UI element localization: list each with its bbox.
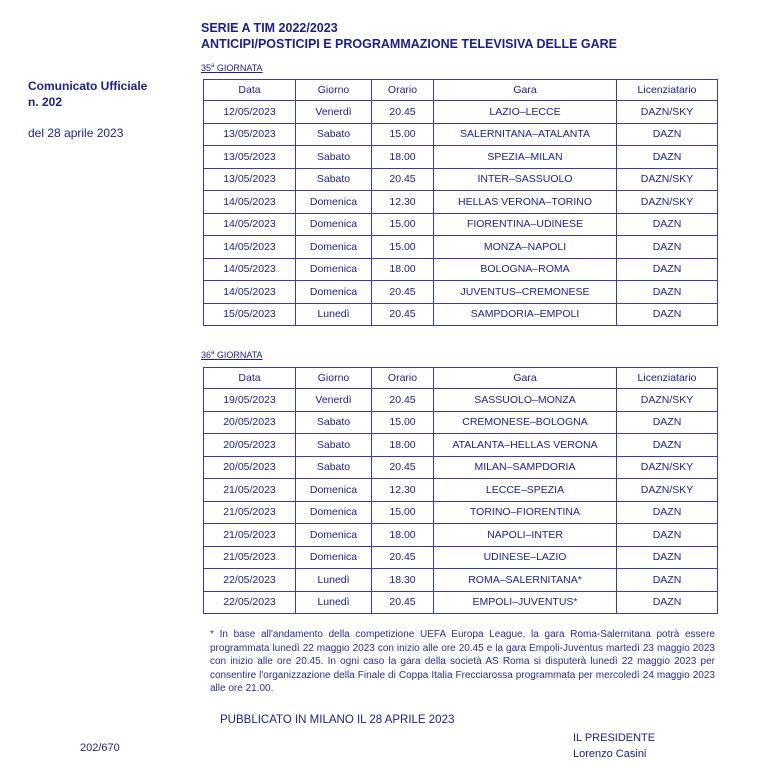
footnote: * In base all'andamento della competizione UEFA Europa League, la gara Roma-Salernitana potrà essere programmata lunedì 22 maggio 2023 con inizio alle ore 20.45 e la gara Empoli-Juventus martedì 23 maggio 2023 con inizio alle ore 20.45. In ogni caso la gara della società AS Roma si disputerà lunedì 22 maggio 2023 per consentire l'organizzazione della Finale di Coppa Italia Frecciarossa programmata per mercoledì 24 maggio 2023 alle ore 21.00. [210,629,715,694]
cell-time: 20.45 [372,168,434,191]
col-header-licenziatario: Licenziatario [617,80,718,101]
cell-date: 12/05/2023 [204,101,296,124]
round-36-table [203,367,718,614]
table-row [204,389,718,412]
cell-date: 19/05/2023 [204,389,296,412]
col-header-orario: Orario [372,368,434,389]
table-row [204,434,718,457]
cell-date: 14/05/2023 [204,213,296,236]
cell-day: Venerdì [296,389,372,412]
cell-date: 21/05/2023 [204,501,296,524]
table-row [204,258,718,281]
president-title: IL PRESIDENTE [573,732,656,744]
table-row [204,479,718,502]
cell-time: 20.45 [372,303,434,326]
cell-time: 18.00 [372,146,434,169]
round-35-body [204,101,718,326]
cell-broadcaster: DAZN/SKY [617,389,718,412]
cell-broadcaster: DAZN/SKY [617,479,718,502]
table-row [204,303,718,326]
cell-match: MONZA–NAPOLI [434,236,617,259]
cell-time: 18.00 [372,258,434,281]
cell-match: JUVENTUS–CREMONESE [434,281,617,304]
cell-time: 15.00 [372,213,434,236]
col-header-data: Data [204,368,296,389]
cell-time: 20.45 [372,546,434,569]
table-row [204,411,718,434]
table-row [204,569,718,592]
cell-match: LECCE–SPEZIA [434,479,617,502]
cell-day: Domenica [296,258,372,281]
cell-broadcaster: DAZN [617,524,718,547]
cell-date: 22/05/2023 [204,569,296,592]
table-row [204,546,718,569]
table-row [204,101,718,124]
cell-day: Domenica [296,546,372,569]
table-row [204,236,718,259]
cell-date: 21/05/2023 [204,546,296,569]
cell-match: TORINO–FIORENTINA [434,501,617,524]
round-36-label: 36$^a$ GIORNATA [201,350,263,360]
cell-match: LAZIO–LECCE [434,101,617,124]
cell-date: 13/05/2023 [204,123,296,146]
cell-day: Lunedì [296,303,372,326]
cell-match: SALERNITANA–ATALANTA [434,123,617,146]
cell-broadcaster: DAZN/SKY [617,101,718,124]
col-header-data: Data [204,80,296,101]
header-line2: ANTICIPI/POSTICIPI E PROGRAMMAZIONE TELEVISIVA DELLE GARE [201,37,618,51]
cell-time: 18.00 [372,434,434,457]
cell-day: Sabato [296,146,372,169]
col-header-orario: Orario [372,80,434,101]
cell-match: SASSUOLO–MONZA [434,389,617,412]
cell-broadcaster: DAZN [617,146,718,169]
cell-match: BOLOGNA–ROMA [434,258,617,281]
page-number: 202/670 [80,742,120,754]
cell-broadcaster: DAZN [617,569,718,592]
cell-date: 13/05/2023 [204,146,296,169]
cell-date: 20/05/2023 [204,456,296,479]
col-header-gara: Gara [434,80,617,101]
cell-broadcaster: DAZN [617,281,718,304]
cell-day: Domenica [296,213,372,236]
cell-time: 20.45 [372,456,434,479]
cell-time: 15.00 [372,236,434,259]
table-row [204,191,718,214]
cell-match: EMPOLI–JUVENTUS* [434,591,617,614]
cell-time: 20.45 [372,281,434,304]
cell-day: Sabato [296,434,372,457]
table-row [204,168,718,191]
cell-date: 21/05/2023 [204,479,296,502]
table-row [204,501,718,524]
cell-broadcaster: DAZN [617,546,718,569]
table-row [204,146,718,169]
published-line: PUBBLICATO IN MILANO IL 28 APRILE 2023 [220,714,455,726]
cell-time: 15.00 [372,411,434,434]
cell-date: 13/05/2023 [204,168,296,191]
cell-time: 20.45 [372,389,434,412]
round-35-label: 35$^a$ GIORNATA [201,63,263,73]
col-header-gara: Gara [434,368,617,389]
cell-date: 14/05/2023 [204,191,296,214]
cell-day: Domenica [296,501,372,524]
cell-match: FIORENTINA–UDINESE [434,213,617,236]
cell-time: 12.30 [372,479,434,502]
cell-date: 20/05/2023 [204,434,296,457]
cell-broadcaster: DAZN/SKY [617,191,718,214]
cell-day: Lunedì [296,569,372,592]
communique-number: n. 202 [28,95,63,109]
cell-day: Venerdì [296,101,372,124]
cell-match: SAMPDORIA–EMPOLI [434,303,617,326]
cell-day: Lunedì [296,591,372,614]
table-row [204,456,718,479]
president-name: Lorenzo Casini [573,748,647,760]
cell-match: SPEZIA–MILAN [434,146,617,169]
cell-day: Domenica [296,236,372,259]
cell-date: 20/05/2023 [204,411,296,434]
header-line1: SERIE A TIM 2022/2023 [201,21,338,35]
cell-broadcaster: DAZN [617,236,718,259]
table-row [204,213,718,236]
cell-day: Domenica [296,524,372,547]
cell-day: Sabato [296,168,372,191]
cell-time: 15.00 [372,123,434,146]
table-row [204,591,718,614]
signature-block [573,730,655,762]
col-header-licenziatario: Licenziatario [617,368,718,389]
cell-time: 12.30 [372,191,434,214]
table-header-row [204,80,718,101]
cell-match: ROMA–SALERNITANA* [434,569,617,592]
communique-title-line1: Comunicato Ufficiale [28,79,148,93]
cell-match: NAPOLI–INTER [434,524,617,547]
cell-broadcaster: DAZN/SKY [617,168,718,191]
cell-broadcaster: DAZN [617,258,718,281]
cell-match: HELLAS VERONA–TORINO [434,191,617,214]
cell-date: 22/05/2023 [204,591,296,614]
cell-date: 15/05/2023 [204,303,296,326]
cell-day: Domenica [296,281,372,304]
cell-match: ATALANTA–HELLAS VERONA [434,434,617,457]
cell-date: 14/05/2023 [204,281,296,304]
col-header-giorno: Giorno [296,368,372,389]
cell-day: Sabato [296,456,372,479]
document-header [201,20,617,52]
communique-title [28,78,178,110]
cell-broadcaster: DAZN [617,591,718,614]
round-35-table [203,79,718,326]
table-row [204,281,718,304]
table-row [204,123,718,146]
cell-broadcaster: DAZN [617,411,718,434]
table-header-row [204,368,718,389]
cell-day: Sabato [296,411,372,434]
cell-time: 20.45 [372,591,434,614]
col-header-giorno: Giorno [296,80,372,101]
communique-date: del 28 aprile 2023 [28,126,124,140]
cell-match: CREMONESE–BOLOGNA [434,411,617,434]
cell-broadcaster: DAZN [617,303,718,326]
cell-time: 20.45 [372,101,434,124]
cell-day: Sabato [296,123,372,146]
cell-day: Domenica [296,479,372,502]
cell-broadcaster: DAZN [617,434,718,457]
cell-time: 18.30 [372,569,434,592]
cell-match: MILAN–SAMPDORIA [434,456,617,479]
cell-broadcaster: DAZN [617,501,718,524]
cell-time: 15.00 [372,501,434,524]
table-row [204,524,718,547]
round-36-body [204,389,718,614]
cell-time: 18.00 [372,524,434,547]
cell-date: 21/05/2023 [204,524,296,547]
cell-broadcaster: DAZN [617,123,718,146]
cell-broadcaster: DAZN/SKY [617,456,718,479]
cell-day: Domenica [296,191,372,214]
cell-date: 14/05/2023 [204,258,296,281]
cell-broadcaster: DAZN [617,213,718,236]
cell-match: INTER–SASSUOLO [434,168,617,191]
cell-match: UDINESE–LAZIO [434,546,617,569]
cell-date: 14/05/2023 [204,236,296,259]
